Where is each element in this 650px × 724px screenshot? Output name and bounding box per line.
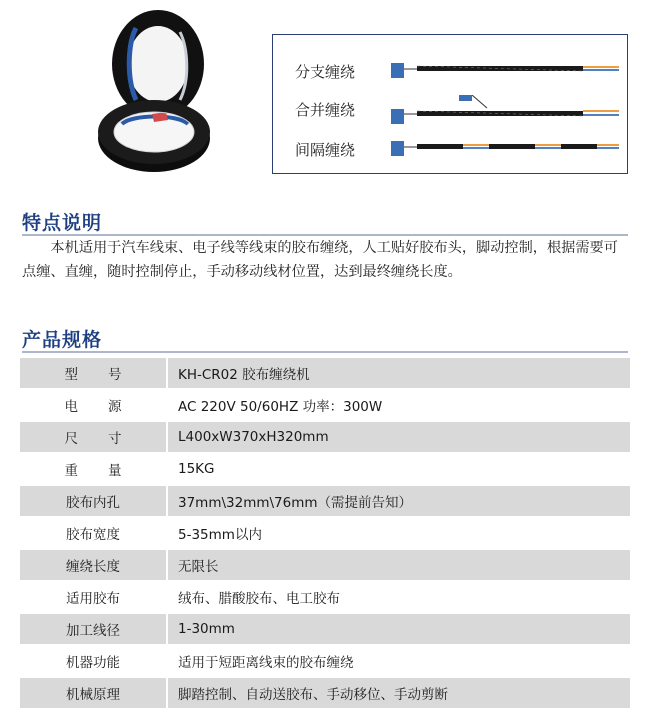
- branch-wrap-illustration: [391, 57, 621, 87]
- spec-value: 37mm\32mm\76mm（需提前告知）: [167, 485, 630, 517]
- spec-value: 无限长: [167, 549, 630, 581]
- table-row: [20, 549, 630, 581]
- spec-key: 胶布内孔: [20, 485, 167, 517]
- diagram-row-interval: [273, 135, 627, 165]
- spec-table: [20, 358, 630, 710]
- diagram-row-merge: [273, 95, 627, 125]
- spec-value: KH-CR02 胶布缠绕机: [167, 358, 630, 389]
- spec-value: 5-35mm以内: [167, 517, 630, 549]
- features-description: [22, 236, 618, 284]
- spec-value: 15KG: [167, 453, 630, 485]
- diagram-label: 合并缠绕: [295, 101, 356, 119]
- specs-divider: [22, 351, 628, 353]
- spec-key: 机械原理: [20, 677, 167, 709]
- table-row: [20, 645, 630, 677]
- table-row: [20, 389, 630, 421]
- diagram-label: 分支缠绕: [295, 63, 356, 81]
- table-row: [20, 358, 630, 389]
- merge-wrap-illustration: [391, 95, 621, 125]
- table-row: [20, 517, 630, 549]
- spec-key: 型号: [20, 358, 167, 389]
- specs-title: 产品规格: [22, 329, 103, 351]
- spec-key: 尺寸: [20, 421, 167, 453]
- interval-wrap-illustration: [391, 135, 621, 165]
- table-row: [20, 677, 630, 709]
- spec-key: 胶布宽度: [20, 517, 167, 549]
- winding-diagram: [272, 34, 628, 174]
- spec-key: 机器功能: [20, 645, 167, 677]
- features-title: 特点说明: [22, 212, 103, 234]
- spec-key: 重量: [20, 453, 167, 485]
- tape-roll-image: [92, 8, 252, 183]
- features-text: 本机适用于汽车线束、电子线等线束的胶布缠绕，人工贴好胶布头，脚动控制，根据需要可点缠、直缠，随时控制停止，手动移动线材位置，达到最终缠绕长度。: [22, 240, 618, 280]
- table-row: [20, 613, 630, 645]
- diagram-row-branch: [273, 57, 627, 87]
- table-row: [20, 485, 630, 517]
- spec-key: 缠绕长度: [20, 549, 167, 581]
- spec-value: 适用于短距离线束的胶布缠绕: [167, 645, 630, 677]
- spec-value: AC 220V 50/60HZ 功率：300W: [167, 389, 630, 421]
- spec-key: 加工线径: [20, 613, 167, 645]
- spec-value: 脚踏控制、自动送胶布、手动移位、手动剪断: [167, 677, 630, 709]
- table-row: [20, 453, 630, 485]
- diagram-label: 间隔缠绕: [295, 141, 356, 159]
- table-row: [20, 581, 630, 613]
- table-row: [20, 421, 630, 453]
- spec-value: L400xW370xH320mm: [167, 421, 630, 453]
- spec-key: 电源: [20, 389, 167, 421]
- spec-key: 适用胶布: [20, 581, 167, 613]
- spec-value: 1-30mm: [167, 613, 630, 645]
- spec-value: 绒布、腊酸胶布、电工胶布: [167, 581, 630, 613]
